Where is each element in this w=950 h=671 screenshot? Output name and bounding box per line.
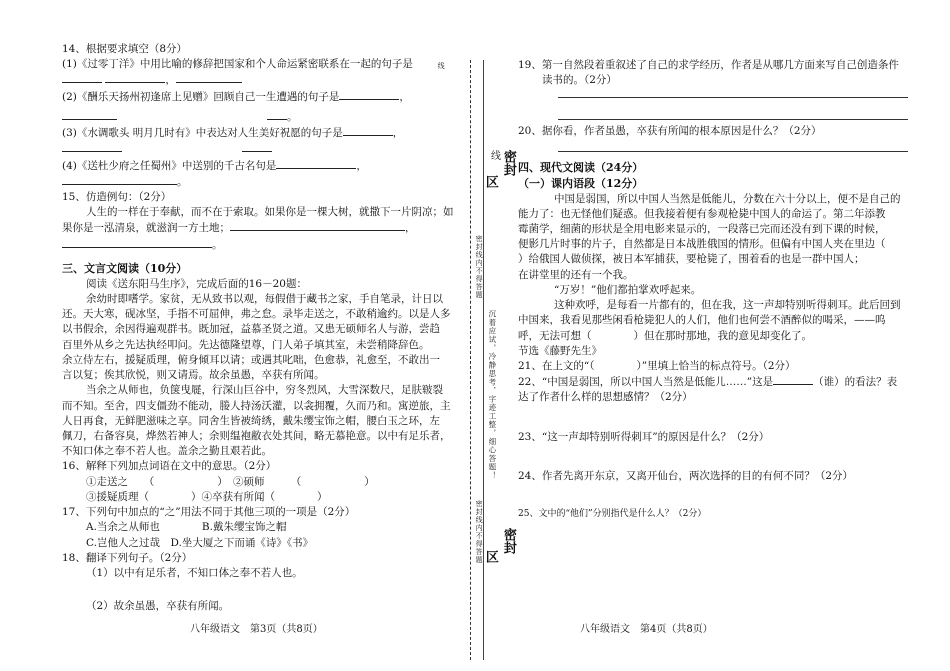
seal-note-top: 密封线内不得答题 xyxy=(475,235,484,299)
q22-question: 22、“中国是弱国，所以中国人当然是低能儿……”这是 （谁）的看法？表 xyxy=(518,376,898,389)
section4-title: 四、现代文阅读（24分） xyxy=(518,160,644,174)
section3-title: 三、文言文阅读（10分） xyxy=(62,261,188,275)
q16-items-row1[interactable]: ①走送之 （ ） ②硕师 （ ） xyxy=(86,475,375,488)
q22-question-cont: 达了作者什么样的思想感情？（2分） xyxy=(518,391,693,404)
seal-area-label-bottom: 密封 xyxy=(500,528,516,554)
q14-title: 14、根据要求填空（8分） xyxy=(62,43,188,55)
seal-note-bottom: 密封线内不得答题 xyxy=(475,500,484,564)
left-page xyxy=(62,42,454,614)
q14-part1-blanks[interactable]: ， xyxy=(62,72,450,88)
q15-example: 人生的一样在于奉献，而不在于索取。如果你是一棵大树，就撒下一片阴凉；如 xyxy=(86,206,454,219)
q19-line1: 19、第一自然段着重叙述了自己的求学经历，作者是从哪几方面来写自己创造条件 xyxy=(518,59,899,71)
q21-question: 21、在上文的“（ ）”里填上恰当的标点符号。（2分） xyxy=(518,359,796,372)
q18-sentence2: （2）故余虽愚，卒获有所闻。 xyxy=(86,600,230,613)
q14-part2: (2)《酬乐天扬州初逢席上见赠》回顾自己一生遭遇的句子是 ， xyxy=(62,90,410,103)
q18-title: 18、翻译下列句子。（2分） xyxy=(62,551,193,564)
right-page xyxy=(518,58,918,521)
q17-options-row1[interactable]: A.当余之从师也 B.戴朱缨宝饰之帽 xyxy=(86,521,287,534)
seal-area-label-top: 密封 xyxy=(500,150,516,176)
q25-question: 25、文中的“他们”分别指代是什么人？（2分） xyxy=(518,509,707,520)
q23-question: 23、“这一声却特别听得刺耳”的原因是什么？（2分） xyxy=(518,430,770,443)
modern-passage: 中国是弱国，所以中国人当然是低能儿，分数在六十分以上，便不是自己的 能力了：也无怪他们疑惑。但我接着便有参观枪毙中国人的命运了。第二年添教 霉菌学，细菌的形状是全用电影来显示的，一段落已完而还没有到下课的时候， 便影几片时事的片子，自然都是日本战胜俄国的情形。但偏有中国人夹在里边（ ）给俄国人做侦探，被日本军捕获，要枪毙了，围着看的也是一群中国人； 在讲堂里的还有一个我。 “万岁！”他们都拍掌欢呼起来。 这种欢呼，是每看一片都有的，但在我，这一声却特别听得刺耳。此后回到 中国来，我看见那些闲看枪毙犯人的人们，他们也何尝不酒醉似的喝采，——呜 呼，无法可想（ ）但在那时那地，我的意见却变化了。 节选《藤野先生》 xyxy=(518,192,918,359)
q17-options-row2[interactable]: C.岂他人之过哉 D.坐大厦之下而诵《诗》《书》 xyxy=(86,536,314,549)
right-page-footer: 八年级语文 第4页（共8页） xyxy=(580,624,713,635)
q15-answer-line[interactable]: 。 xyxy=(62,237,450,253)
q19-line2: 读书的。（2分） xyxy=(542,74,617,87)
q16-title: 16、解释下列加点词语在文中的意思。（2分） xyxy=(62,460,277,473)
q14-part3: (3)《水调歌头 明月几时有》中表达对人生美好祝愿的句子是 ， xyxy=(62,127,404,140)
q15-example-cont: 果你是一泓清泉，就滋润一方土地； ， xyxy=(62,222,416,235)
q14-part4-blanks[interactable]: 。 xyxy=(62,174,450,190)
q18-sentence1: （1）以中有足乐者，不知口体之奉不若人也。 xyxy=(86,566,303,579)
passage-para1: 余幼时即嗜学。家贫，无从致书以观，每假借于藏书之家，手自笔录，计日以 还。天大寒，砚冰坚，手指不可屈伸，弗之怠。录毕走送之，不敢稍逾约。以是人多 以书假余，余因得遍观群书。既加冠，益慕圣贤之道。又患无硕师名人与游，尝趋 百里外从乡之先达执经叩问。先达德隆望尊，门人弟子填其室，未尝稍降辞色。 余立侍左右，援疑质理，俯身倾耳以请；或遇其叱咄，色愈恭，礼愈至，不敢出一 言以复；俟其欣悦，则又请焉。故余虽愚，卒获有所闻。 xyxy=(62,293,451,382)
passage-source: 节选《藤野先生》 xyxy=(518,344,602,357)
side-line-mark: 线 xyxy=(437,62,446,70)
seal-solid-line xyxy=(483,60,484,660)
section4-subtitle: （一）课内语段（12分） xyxy=(518,176,644,190)
q14-part1: (1)《过零丁洋》中用比喻的修辞把国家和个人命运紧密联系在一起的句子是 xyxy=(62,58,413,71)
exam-reminder: 沉着应试，冷静思考，字迹工整，细心答题！ xyxy=(487,310,497,480)
section3-intro: 阅读《送东阳马生序》，完成后面的16－20题： xyxy=(86,277,307,290)
q20-question: 20、据你看，作者虽愚，卒获有所闻的根本原因是什么？（2分） xyxy=(518,125,822,138)
q14-part4: (4)《送杜少府之任蜀州》中送别的千古名句是 ， xyxy=(62,159,367,172)
line-label: 线 xyxy=(488,150,500,161)
q14-part2-blanks[interactable]: 。 xyxy=(62,109,450,125)
passage-para2: 当余之从师也，负箧曳屣，行深山巨谷中，穷冬烈风，大雪深数尺，足肤皲裂 而不知。至舍，四支僵劲不能动，媵人持汤沃灌，以衾拥覆，久而乃和。寓逆旅，主 人日再食，无鲜肥滋味之享。同舍生皆被绮绣，戴朱缨宝饰之帽，腰白玉之环，左 佩刀，右备容臭，烨然若神人；余则缊袍敝衣处其间，略无慕艳意。以中有足乐者， 不知口体之奉不若人也。盖余之勤且艰若此。 xyxy=(62,384,451,458)
left-page-footer: 八年级语文 第3页（共8页） xyxy=(190,624,323,635)
q15-title: 15、仿造例句：（2分） xyxy=(62,190,172,203)
q24-question: 24、作者先离开东京，又离开仙台，两次选择的目的有何不同？（2分） xyxy=(518,469,854,482)
q17-title: 17、下列句中加点的“之”用法不同于其他三项的一项是（2分） xyxy=(62,506,356,519)
seal-area-label-top2: 区 xyxy=(482,175,498,188)
seal-dashed-line xyxy=(470,60,471,660)
q16-items-row2[interactable]: ③援疑质理（ ）④卒获有所闻（ ） xyxy=(86,490,328,503)
q14-part3-blanks[interactable] xyxy=(62,141,450,157)
seal-area-label-bottom2: 区 xyxy=(482,550,498,563)
